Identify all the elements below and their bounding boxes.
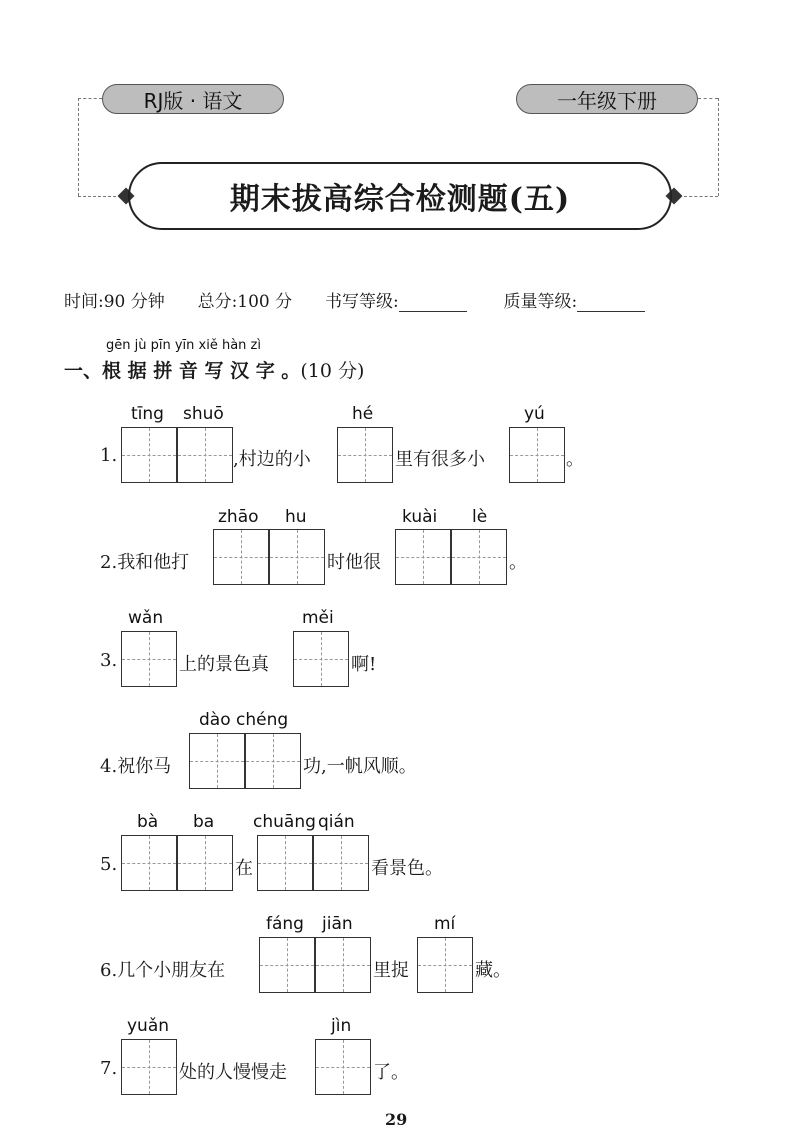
q6-answer-box-1[interactable] bbox=[259, 937, 315, 993]
q6-prefix: 几个小朋友在 bbox=[117, 960, 226, 981]
q1-text-3: 。 bbox=[566, 449, 584, 470]
q1-number: 1. bbox=[100, 445, 118, 466]
subject-label: RJ版 · 语文 bbox=[102, 84, 284, 114]
q4-pinyin-1: dào chéng bbox=[199, 710, 289, 730]
header-right-dash-bottom bbox=[684, 196, 718, 197]
q5-answer-box-3[interactable] bbox=[257, 835, 313, 891]
q4-answer-box-1[interactable] bbox=[189, 733, 245, 789]
q3-answer-box-2[interactable] bbox=[293, 631, 349, 687]
q1-pinyin-2: shuō bbox=[183, 404, 224, 424]
q1-answer-box-4[interactable] bbox=[509, 427, 565, 483]
page-title-text: 期末拔高综合检测题(五) bbox=[229, 182, 571, 217]
q4-prefix: 祝你马 bbox=[117, 756, 172, 777]
quality-grade-label: 质量等级: bbox=[503, 292, 578, 312]
q2-pinyin-3: kuài bbox=[402, 507, 438, 527]
q5-pinyin-3: chuāng bbox=[253, 812, 316, 832]
section-title-text: 一、根 据 拼 音 写 汉 字 。 bbox=[64, 360, 301, 382]
header-right-dash-top bbox=[698, 98, 718, 99]
q1-pinyin-4: yú bbox=[524, 404, 545, 424]
q2-answer-box-1[interactable] bbox=[213, 529, 269, 585]
q4-answer-box-2[interactable] bbox=[245, 733, 301, 789]
q3-number: 3. bbox=[100, 650, 118, 671]
section-score: (10 分) bbox=[300, 360, 365, 382]
q5-pinyin-4: qián bbox=[318, 812, 355, 832]
q2-text-2: 。 bbox=[509, 552, 527, 573]
q2-answer-box-3[interactable] bbox=[395, 529, 451, 585]
q1-answer-box-2[interactable] bbox=[177, 427, 233, 483]
q5-answer-box-4[interactable] bbox=[313, 835, 369, 891]
q6-answer-box-3[interactable] bbox=[417, 937, 473, 993]
q7-text-2: 了。 bbox=[373, 1062, 409, 1083]
q2-pinyin-1: zhāo bbox=[218, 507, 259, 527]
q1-pinyin-3: hé bbox=[352, 404, 374, 424]
q2-prefix: 我和他打 bbox=[117, 552, 190, 573]
section-pinyin: gēn jù pīn yīn xiě hàn zì bbox=[106, 338, 261, 353]
q7-pinyin-2: jìn bbox=[331, 1016, 352, 1036]
q4-number-label: 4. bbox=[100, 756, 118, 777]
q6-answer-box-2[interactable] bbox=[315, 937, 371, 993]
header-right-dash-vertical bbox=[718, 98, 719, 196]
writing-grade-field[interactable] bbox=[399, 293, 467, 312]
section-title bbox=[64, 356, 364, 383]
q2-answer-box-2[interactable] bbox=[269, 529, 325, 585]
q2-text-1: 时他很 bbox=[327, 552, 381, 573]
q3-pinyin-1: wǎn bbox=[128, 608, 164, 628]
writing-grade-label: 书写等级: bbox=[324, 292, 399, 312]
q5-text-1: 在 bbox=[235, 858, 253, 879]
page-number: 29 bbox=[385, 1110, 408, 1129]
total-score-text: 总分:100 分 bbox=[197, 292, 293, 312]
q2-number-label: 2. bbox=[100, 552, 118, 573]
q6-pinyin-3: mí bbox=[434, 914, 456, 934]
q5-answer-box-2[interactable] bbox=[177, 835, 233, 891]
q6-pinyin-2: jiān bbox=[322, 914, 353, 934]
q3-text-2: 啊! bbox=[351, 654, 377, 675]
q5-answer-box-1[interactable] bbox=[121, 835, 177, 891]
q3-pinyin-2: měi bbox=[302, 608, 334, 628]
header-left-dash-bottom bbox=[78, 196, 116, 197]
q6-text-2: 藏。 bbox=[475, 960, 511, 981]
time-text: 时间:90 分钟 bbox=[64, 292, 165, 312]
q7-answer-box-2[interactable] bbox=[315, 1039, 371, 1095]
q6-number-label: 6. bbox=[100, 960, 118, 981]
page-title bbox=[128, 162, 672, 230]
q3-answer-box-1[interactable] bbox=[121, 631, 177, 687]
q4-number bbox=[100, 752, 171, 778]
q1-pinyin-1: tīng bbox=[131, 404, 164, 424]
q1-answer-box-1[interactable] bbox=[121, 427, 177, 483]
q6-pinyin-1: fáng bbox=[266, 914, 304, 934]
q6-number bbox=[100, 956, 225, 982]
q7-text-1: 处的人慢慢走 bbox=[179, 1062, 287, 1083]
q3-text-1: 上的景色真 bbox=[179, 654, 269, 675]
header-left-dash-top bbox=[78, 98, 102, 99]
q5-pinyin-2: ba bbox=[193, 812, 215, 832]
q5-pinyin-1: bà bbox=[137, 812, 159, 832]
q7-number: 7. bbox=[100, 1058, 118, 1079]
exam-meta bbox=[64, 287, 645, 312]
q7-pinyin-1: yuǎn bbox=[127, 1016, 170, 1036]
q2-pinyin-4: lè bbox=[472, 507, 488, 527]
q1-text-2: 里有很多小 bbox=[395, 449, 485, 470]
header-left-dash-vertical bbox=[78, 98, 79, 196]
q2-number bbox=[100, 548, 189, 574]
q2-pinyin-2: hu bbox=[285, 507, 307, 527]
q1-text-1: ,村边的小 bbox=[233, 449, 311, 470]
q6-text-1: 里捉 bbox=[373, 960, 409, 981]
q7-answer-box-1[interactable] bbox=[121, 1039, 177, 1095]
quality-grade-field[interactable] bbox=[577, 293, 645, 312]
grade-label: 一年级下册 bbox=[516, 84, 698, 114]
q4-text-1: 功,一帆风顺。 bbox=[303, 756, 417, 777]
q1-answer-box-3[interactable] bbox=[337, 427, 393, 483]
q5-number: 5. bbox=[100, 854, 118, 875]
q5-text-2: 看景色。 bbox=[371, 858, 443, 879]
q2-answer-box-4[interactable] bbox=[451, 529, 507, 585]
